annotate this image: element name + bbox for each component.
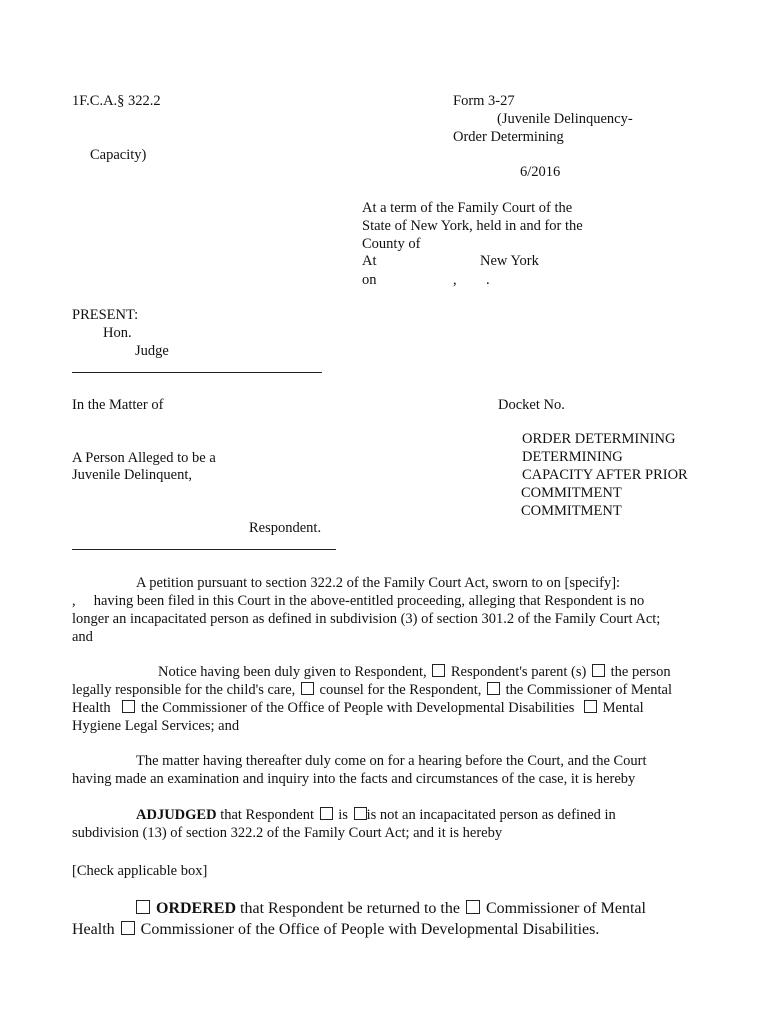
mental-hygiene-legal-services-checkbox[interactable] (584, 700, 597, 713)
notice-text-4: legally responsible for the child's care, (72, 682, 296, 698)
person-responsible-checkbox[interactable] (592, 664, 605, 677)
order-title-line-3: CAPACITY AFTER PRIOR (522, 467, 688, 483)
hearing-line-2: having made an examination and inquiry into the facts and circumstances of the case, it is hereby (72, 771, 636, 787)
form-title-line-3: Capacity) (90, 147, 147, 163)
order-title-line-2: DETERMINING (522, 449, 623, 465)
notice-text-9: Mental (602, 700, 644, 716)
adjudged-text-4: subdivision (13) of section 322.2 of the Family Court Act; and it is hereby (72, 825, 503, 841)
notice-text-7: Health (72, 700, 111, 716)
notice-text-2: Respondent's parent (s) (450, 664, 587, 680)
form-date: 6/2016 (520, 164, 561, 180)
person-line-1: A Person Alleged to be a (72, 450, 216, 466)
judge-label: Judge (135, 343, 169, 359)
notice-text-6: the Commissioner of Mental (505, 682, 672, 698)
hon-label: Hon. (103, 325, 132, 341)
ordered-text-1: that Respondent be returned to the (240, 900, 460, 917)
order-title-line-1: ORDER DETERMINING (522, 431, 676, 447)
court-on-comma: , (453, 272, 457, 288)
is-not-checkbox[interactable] (354, 807, 367, 820)
divider-line (72, 549, 336, 550)
court-at-label: At (362, 253, 377, 269)
petition-line-2: , having been filed in this Court in the above-entitled proceeding, alleging that Respondent is no (72, 593, 645, 609)
return-commissioner-mental-health-checkbox[interactable] (466, 900, 480, 914)
ordered-text-2: Commissioner of Mental (485, 900, 646, 917)
hearing-line-1: The matter having thereafter duly come on for a hearing before the Court, and the Court (136, 753, 647, 769)
respondent-label: Respondent. (249, 520, 322, 536)
is-checkbox[interactable] (320, 807, 333, 820)
adjudged-paragraph (72, 806, 697, 842)
present-label: PRESENT: (72, 307, 139, 323)
adjudged-label: ADJUDGED (136, 807, 217, 823)
petition-line-1: A petition pursuant to section 322.2 of the Family Court Act, sworn to on [specify]: (136, 575, 621, 591)
notice-text-8: the Commissioner of the Office of People with Developmental Disabilities (140, 700, 575, 716)
order-title-line-5: COMMITMENT (521, 503, 622, 519)
matter-of-label: In the Matter of (72, 397, 164, 413)
notice-text-1: Notice having been duly given to Respondent, (158, 664, 427, 680)
adjudged-text-2: is (338, 807, 348, 823)
order-title-line-4: COMMITMENT (521, 485, 622, 501)
counsel-checkbox[interactable] (301, 682, 314, 695)
commissioner-mental-health-checkbox[interactable] (487, 682, 500, 695)
respondent-parent-checkbox[interactable] (432, 664, 445, 677)
ordered-text-4: Commissioner of the Office of People with Developmental Disabilities. (140, 921, 600, 938)
court-on-period: . (486, 272, 490, 288)
notice-text-3: the person (610, 664, 671, 680)
ordered-paragraph (72, 898, 697, 940)
form-number: Form 3-27 (453, 93, 515, 109)
hearing-paragraph (72, 752, 697, 788)
divider-line (72, 372, 322, 373)
court-on-label: on (362, 272, 377, 288)
petition-paragraph (72, 574, 697, 646)
court-term-line-2: State of New York, held in and for the (362, 218, 583, 234)
ordered-label: ORDERED (156, 900, 237, 917)
notice-paragraph (72, 663, 697, 735)
petition-line-4: and (72, 629, 93, 645)
adjudged-text-3: is not an incapacitated person as defined in (366, 807, 616, 823)
person-line-2: Juvenile Delinquent, (72, 467, 193, 483)
check-applicable-note: [Check applicable box] (72, 863, 208, 879)
form-title-line-1: (Juvenile Delinquency- (497, 111, 633, 127)
ordered-text-3: Health (72, 921, 115, 938)
court-county-label: County of (362, 236, 421, 252)
court-term-line-1: At a term of the Family Court of the (362, 200, 573, 216)
court-at-value: New York (480, 253, 539, 269)
docket-label: Docket No. (498, 397, 565, 413)
adjudged-text-1: that Respondent (220, 807, 315, 823)
statute-citation: 1F.C.A.§ 322.2 (72, 93, 161, 109)
petition-line-3: longer an incapacitated person as defined in subdivision (3) of section 301.2 of the Family Court Act; (72, 611, 661, 627)
notice-text-10: Hygiene Legal Services; and (72, 718, 240, 734)
commissioner-opwdd-checkbox[interactable] (122, 700, 135, 713)
form-title-line-2: Order Determining (453, 129, 564, 145)
return-commissioner-opwdd-checkbox[interactable] (121, 921, 135, 935)
ordered-checkbox[interactable] (136, 900, 150, 914)
notice-text-5: counsel for the Respondent, (319, 682, 482, 698)
